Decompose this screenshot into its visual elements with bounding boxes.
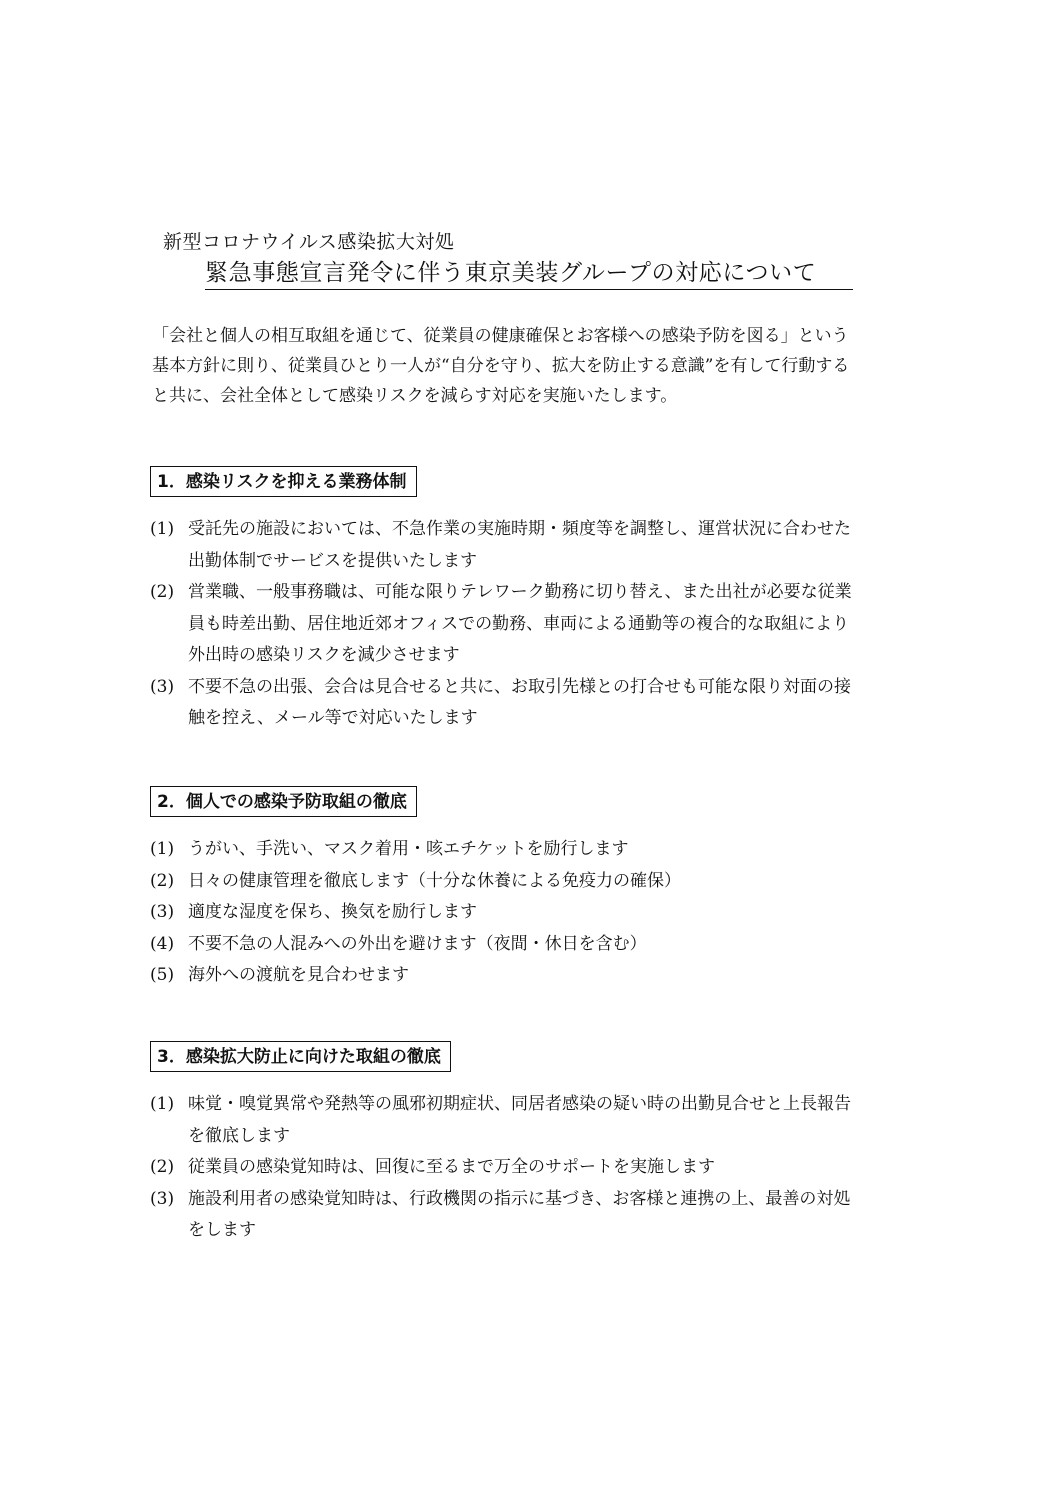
item-line: 施設利用者の感染覚知時は、行政機関の指示に基づき、お客様と連携の上、最善の対処 xyxy=(188,1188,851,1209)
section-spread-prevention xyxy=(150,1041,920,1247)
item-line: 不要不急の人混みへの外出を避けます（夜間・休日を含む） xyxy=(188,933,647,954)
item-number: (5) xyxy=(150,965,175,985)
item-line: 海外への渡航を見合わせます xyxy=(188,965,409,985)
item-line: 出勤体制でサービスを提供いたします xyxy=(188,550,477,571)
item-number: (3) xyxy=(150,902,175,922)
intro-paragraph xyxy=(152,321,912,411)
item-text xyxy=(188,1152,920,1184)
section-heading: 1．感染リスクを抑える業務体制 xyxy=(150,466,417,497)
item-text xyxy=(188,577,920,672)
item-line: 日々の健康管理を徹底します（十分な休養による免疫力の確保） xyxy=(188,870,681,891)
item-list xyxy=(150,834,920,992)
item-text xyxy=(188,929,920,961)
item-line: 従業員の感染覚知時は、回復に至るまで万全のサポートを実施します xyxy=(188,1157,715,1177)
section-heading: 3．感染拡大防止に向けた取組の徹底 xyxy=(150,1041,451,1072)
list-item xyxy=(150,1152,920,1184)
item-text xyxy=(188,960,920,992)
item-line: を徹底します xyxy=(188,1125,290,1146)
item-line: 触を控え、メール等で対応いたします xyxy=(188,708,478,728)
intro-line: と共に、会社全体として感染リスクを減らす対応を実施いたします。 xyxy=(152,386,678,406)
item-text xyxy=(188,897,920,929)
item-text xyxy=(188,1184,920,1247)
list-item xyxy=(150,834,920,866)
item-line: 適度な湿度を保ち、換気を励行します xyxy=(188,902,477,922)
list-item xyxy=(150,1089,920,1152)
item-number: (1) xyxy=(150,839,175,859)
list-item xyxy=(150,897,920,929)
item-number: (1) xyxy=(150,1094,175,1114)
document-title: 緊急事態宣言発令に伴う東京美装グループの対応について xyxy=(205,258,853,290)
item-line: 受託先の施設においては、不急作業の実施時期・頻度等を調整し、運営状況に合わせた xyxy=(188,519,851,539)
item-number: (2) xyxy=(150,582,175,602)
item-line: 営業職、一般事務職は、可能な限りテレワーク勤務に切り替え、また出社が必要な従業 xyxy=(188,582,852,602)
item-line: 味覚・嗅覚異常や発熱等の風邪初期症状、同居者感染の疑い時の出勤見合せと上長報告 xyxy=(188,1094,851,1114)
item-text xyxy=(188,514,920,577)
list-item xyxy=(150,960,920,992)
section-heading: 2．個人での感染予防取組の徹底 xyxy=(150,786,417,817)
item-line: をします xyxy=(188,1220,256,1240)
item-line: 不要不急の出張、会合は見合せると共に、お取引先様との打合せも可能な限り対面の接 xyxy=(188,676,851,697)
list-item xyxy=(150,672,920,735)
section-infection-risk-work-system xyxy=(150,466,920,735)
document-subtitle: 新型コロナウイルス感染拡大対処 xyxy=(163,231,455,253)
item-number: (2) xyxy=(150,870,175,891)
item-line: 外出時の感染リスクを減少させます xyxy=(188,645,460,665)
item-text xyxy=(188,672,920,735)
item-line: 員も時差出勤、居住地近郊オフィスでの勤務、車両による通勤等の複合的な取組により xyxy=(188,613,850,634)
item-number: (1) xyxy=(150,519,175,539)
section-personal-infection-prevention xyxy=(150,786,920,992)
list-item xyxy=(150,866,920,898)
list-item xyxy=(150,577,920,672)
item-number: (4) xyxy=(150,933,175,954)
intro-line: 「会社と個人の相互取組を通じて、従業員の健康確保とお客様への感染予防を図る」という xyxy=(152,326,849,346)
item-number: (3) xyxy=(150,1188,175,1209)
item-text xyxy=(188,866,920,898)
list-item xyxy=(150,1184,920,1247)
item-text xyxy=(188,834,920,866)
list-item xyxy=(150,929,920,961)
item-list xyxy=(150,1089,920,1247)
item-number: (2) xyxy=(150,1157,175,1177)
item-number: (3) xyxy=(150,676,175,697)
item-list xyxy=(150,514,920,735)
list-item xyxy=(150,514,920,577)
item-line: うがい、手洗い、マスク着用・咳エチケットを励行します xyxy=(188,839,629,859)
item-text xyxy=(188,1089,920,1152)
intro-line: 基本方針に則り、従業員ひとり一人が“自分を守り、拡大を防止する意識”を有して行動する xyxy=(152,356,850,376)
